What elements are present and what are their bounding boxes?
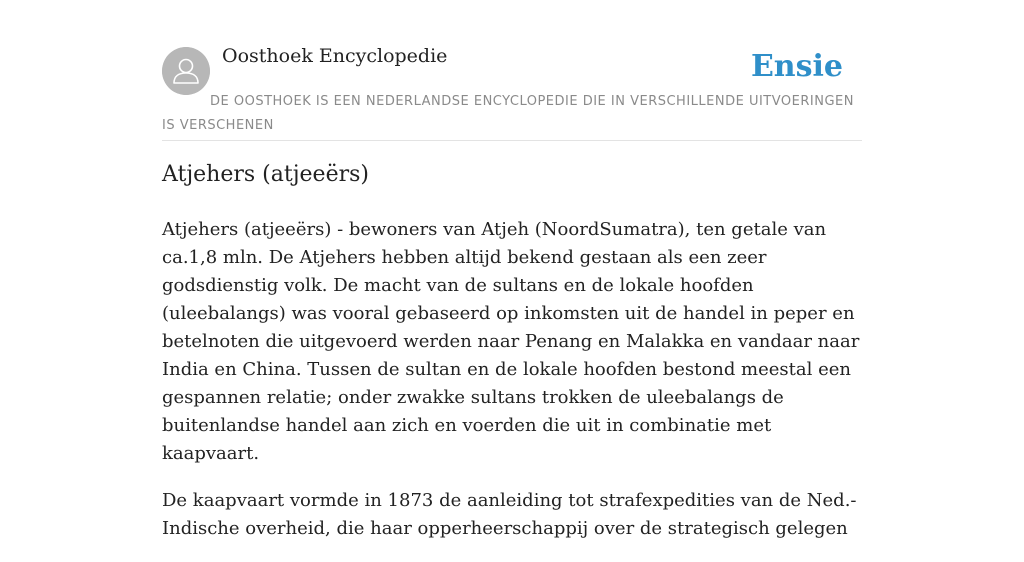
article-paragraph: Atjehers (atjeeërs) - bewoners van Atjeh (NoordSumatra), ten getale van ca.1,8 mln. De Atjehers hebben altijd bekend gestaan als een zeer godsdienstig volk. De macht van de sultans en de lokale hoofden (uleebalangs) was vooral gebaseerd op inkomsten uit de handel in peper en betelnoten die uitgevoerd werden naar Penang en Malakka en vandaar naar India en China. Tussen de sultan en de lokale hoofden bestond meestal een gespannen relatie; onder zwakke sultans trokken de uleebalangs de buitenlandse handel aan zich en voerden die uit in combinatie met kaapvaart. — [162, 219, 860, 464]
article-paragraph: De kaapvaart vormde in 1873 de aanleiding tot strafexpedities van de Ned.-Indische overheid, die haar opperheerschappij over de strategisch gelegen — [162, 490, 857, 539]
user-icon — [162, 47, 210, 95]
brand-logo-link[interactable]: Ensie — [750, 49, 843, 84]
site-name[interactable]: Oosthoek Encyclopedie — [222, 45, 448, 67]
site-header — [162, 0, 862, 141]
avatar[interactable] — [162, 47, 210, 95]
article-body — [162, 216, 862, 562]
article-title: Atjehers (atjeeërs) — [162, 162, 369, 187]
page-container — [162, 0, 862, 539]
site-tagline: DE OOSTHOEK IS EEN NEDERLANDSE ENCYCLOPEDIE DIE IN VERSCHILLENDE UITVOERINGEN IS VERSCHENEN — [162, 94, 854, 133]
